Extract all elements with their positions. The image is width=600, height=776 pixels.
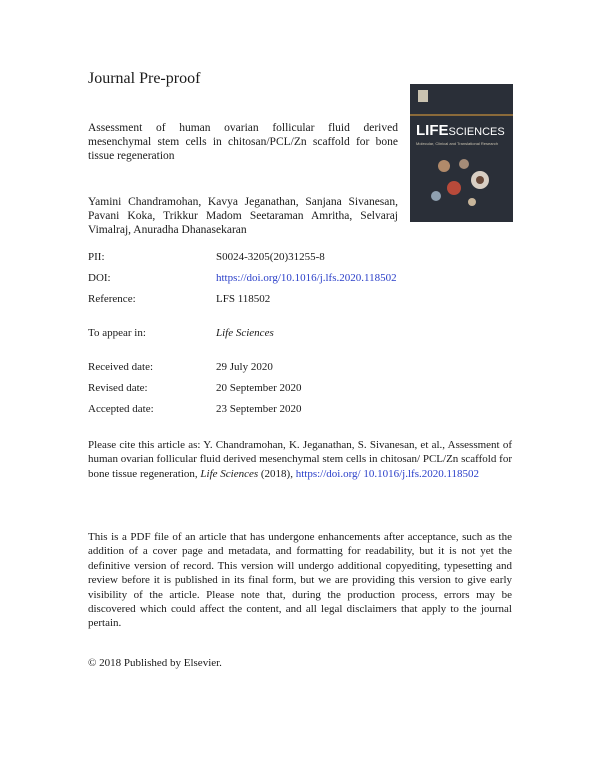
citation-paragraph [88, 438, 512, 481]
cell-image-5 [431, 191, 441, 201]
citation-journal: Life Sciences [200, 467, 259, 480]
author-list: Yamini Chandramohan, Kavya Jeganathan, Sanjana Sivanesan, Pavani Koka, Trikkur Madom Seetaraman Amritha, Selvaraj Vimalraj, Anuradha Dhanasekaran [88, 196, 398, 236]
meta-label-doi: DOI: [88, 272, 111, 284]
meta-value-revised: 20 September 2020 [216, 382, 302, 394]
copyright-line: © 2018 Published by Elsevier. [88, 657, 222, 669]
cell-image-4 [447, 181, 461, 195]
journal-preproof-label: Journal Pre-proof [88, 70, 201, 87]
cell-image-3-core [476, 176, 484, 184]
meta-label-revised: Revised date: [88, 382, 148, 394]
elsevier-logo-icon [418, 90, 428, 102]
meta-value-journal: Life Sciences [216, 327, 274, 339]
meta-label-received: Received date: [88, 361, 154, 373]
cover-title-suffix: SCIENCES [448, 126, 505, 138]
article-title: Assessment of human ovarian follicular fluid derived mesenchymal stem cells in chitosan/PCL/Zn scaffold for bone tissue regeneration [88, 122, 398, 162]
meta-value-received: 29 July 2020 [216, 361, 273, 373]
citation-doi-link[interactable]: https://doi.org/ 10.1016/j.lfs.2020.118502 [295, 467, 480, 480]
meta-value-accepted: 23 September 2020 [216, 403, 302, 415]
preproof-notice: This is a PDF file of an article that has undergone enhancements after acceptance, such as the addition of a cover page and metadata, and formatting for readability, but it is not yet the definitive version of record. This version will undergo additional copyediting, typesetting and review before it is published in its final form, but we are providing this version to give early visibility of the article. Please note that, during the production process, errors may be discovered which could affect the content, and all legal disclaimers that apply to the journal pertain. [88, 531, 512, 630]
citation-year: (2018), [258, 467, 296, 480]
meta-value-reference: LFS 118502 [216, 293, 271, 305]
cell-image-2 [459, 159, 469, 169]
journal-cover-image [410, 84, 513, 222]
citation-text: Please cite this article as: Y. Chandramohan, K. Jeganathan, S. Sivanesan, et al., Assessment of human ovarian follicular fluid derived mesenchymal stem cells in chitosan/ PCL/Zn scaffold for bone tissue regeneration, [88, 439, 512, 480]
cell-image-6 [468, 198, 476, 206]
cell-image-1 [438, 160, 450, 172]
meta-label-pii: PII: [88, 251, 105, 263]
cover-title-prefix: LIFE [416, 122, 449, 139]
doi-link[interactable]: https://doi.org/10.1016/j.lfs.2020.118502 [216, 272, 397, 284]
meta-label-appear-in: To appear in: [88, 327, 146, 339]
cover-artwork [410, 84, 513, 222]
cover-tagline: Molecular, Clinical and Translational Research [416, 141, 499, 146]
meta-label-reference: Reference: [88, 293, 136, 305]
meta-value-pii: S0024-3205(20)31255-8 [216, 251, 325, 263]
meta-label-accepted: Accepted date: [88, 403, 154, 415]
